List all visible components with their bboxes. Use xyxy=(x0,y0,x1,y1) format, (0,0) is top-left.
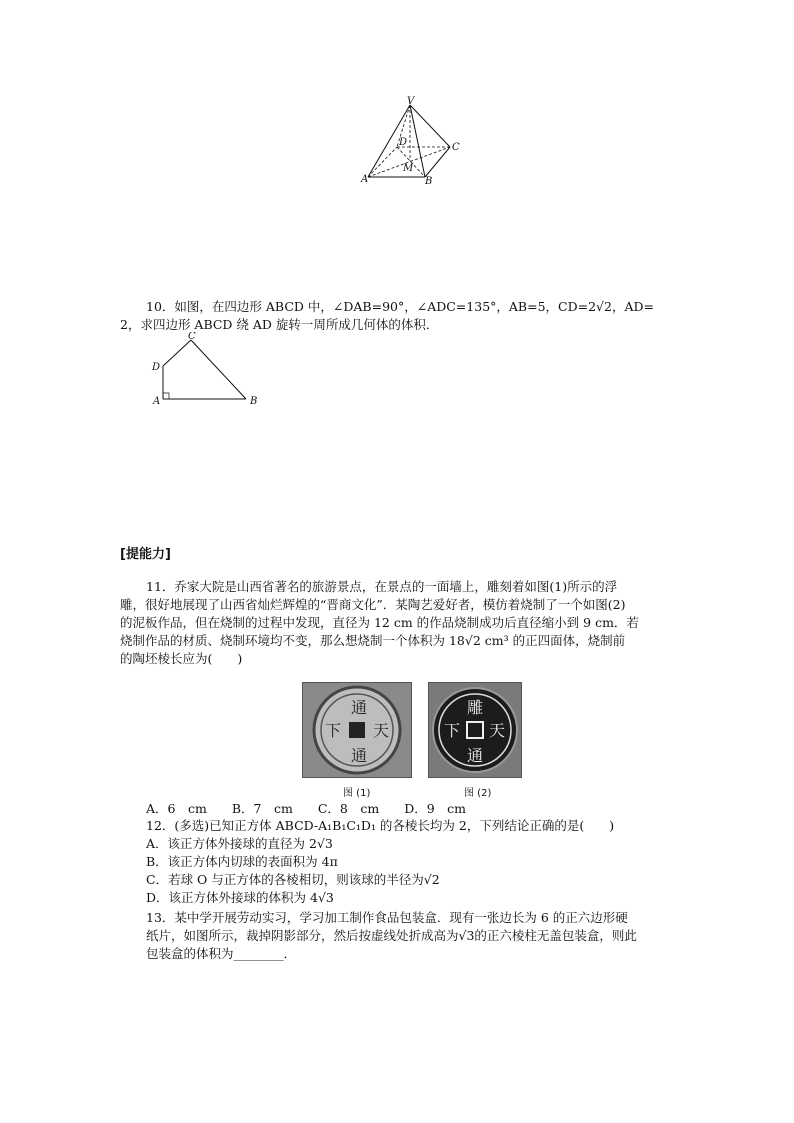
q11-line-2: 雕，很好地展现了山西省灿烂辉煌的“晋商文化”．某陶艺爱好者，模仿着烧制了一个如图(2) xyxy=(120,597,626,612)
coin-2-bottom-char: 通 xyxy=(467,746,484,765)
q10-line-1: 10．如图，在四边形 ABCD 中，∠DAB=90°，∠ADC=135°，AB=5，CD=2√2，AD= xyxy=(146,299,654,314)
pyramid-label-d: D xyxy=(399,137,408,148)
coin-image-1 xyxy=(302,682,412,778)
quadrilateral-figure xyxy=(148,332,268,410)
coin-1-right-char: 天 xyxy=(373,721,390,740)
q12-option-d: D．该正方体外接球的体积为 4√3 xyxy=(146,890,334,905)
quad-label-b: B xyxy=(250,396,258,407)
pyramid-label-m: M xyxy=(403,163,414,174)
coin-2-drawing xyxy=(429,683,521,777)
quad-label-d: D xyxy=(152,362,161,373)
coin-2-right-char: 天 xyxy=(489,721,506,740)
q11-line-1: 11．乔家大院是山西省著名的旅游景点，在景点的一面墙上，雕刻着如图(1)所示的浮 xyxy=(146,579,618,594)
q11-line-3: 的泥板作品，但在烧制的过程中发现，直径为 12 cm 的作品烧制成功后直径缩小到 9 cm．若 xyxy=(120,615,639,630)
q13-line-3: 包装盒的体积为________． xyxy=(146,946,297,961)
q12-option-b: B．该正方体内切球的表面积为 4π xyxy=(146,854,338,869)
pyramid-figure xyxy=(355,95,475,185)
q11-options: A．6 cm B．7 cm C．8 cm D．9 cm xyxy=(146,801,467,816)
quad-label-c: C xyxy=(188,332,196,342)
coin-1-drawing xyxy=(303,683,411,777)
q11-line-4: 烧制作品的材质、烧制环境均不变，那么想烧制一个体积为 18√2 cm³ 的正四面体，烧制前 xyxy=(120,633,626,648)
pyramid-label-b: B xyxy=(425,176,433,185)
coin-1-left-char: 下 xyxy=(325,721,342,740)
pyramid-label-v: V xyxy=(407,96,415,107)
coin-image-2 xyxy=(428,682,522,778)
coin-1-caption: 图 (1) xyxy=(343,788,371,799)
quad-label-a: A xyxy=(153,396,161,407)
q12-option-a: A．该正方体外接球的直径为 2√3 xyxy=(146,836,333,851)
q13-line-1: 13．某中学开展劳动实习，学习加工制作食品包装盒．现有一张边长为 6 的正六边形硬 xyxy=(146,910,628,925)
q10-line-2: 2，求四边形 ABCD 绕 AD 旋转一周所成几何体的体积． xyxy=(120,317,439,332)
coin-1-bottom-char: 通 xyxy=(351,746,368,765)
coin-1-top-char: 通 xyxy=(351,698,368,717)
pyramid-label-c: C xyxy=(452,142,460,153)
section-title: [提能力] xyxy=(120,547,171,562)
q12-option-c: C．若球 O 与正方体的各棱相切，则该球的半径为√2 xyxy=(146,872,440,887)
pyramid-label-a: A xyxy=(361,174,369,185)
q12-stem: 12．(多选)已知正方体 ABCD-A₁B₁C₁D₁ 的各棱长均为 2，下列结论正确的是( ) xyxy=(146,818,615,833)
coin-2-left-char: 下 xyxy=(444,721,461,740)
coin-2-top-char: 雕 xyxy=(467,698,484,717)
q13-line-2: 纸片，如图所示，裁掉阴影部分，然后按虚线处折成高为√3的正六棱柱无盖包装盒，则此 xyxy=(146,928,637,943)
q11-line-5: 的陶坯棱长应为( ) xyxy=(120,651,243,666)
coin-2-caption: 图 (2) xyxy=(464,788,492,799)
